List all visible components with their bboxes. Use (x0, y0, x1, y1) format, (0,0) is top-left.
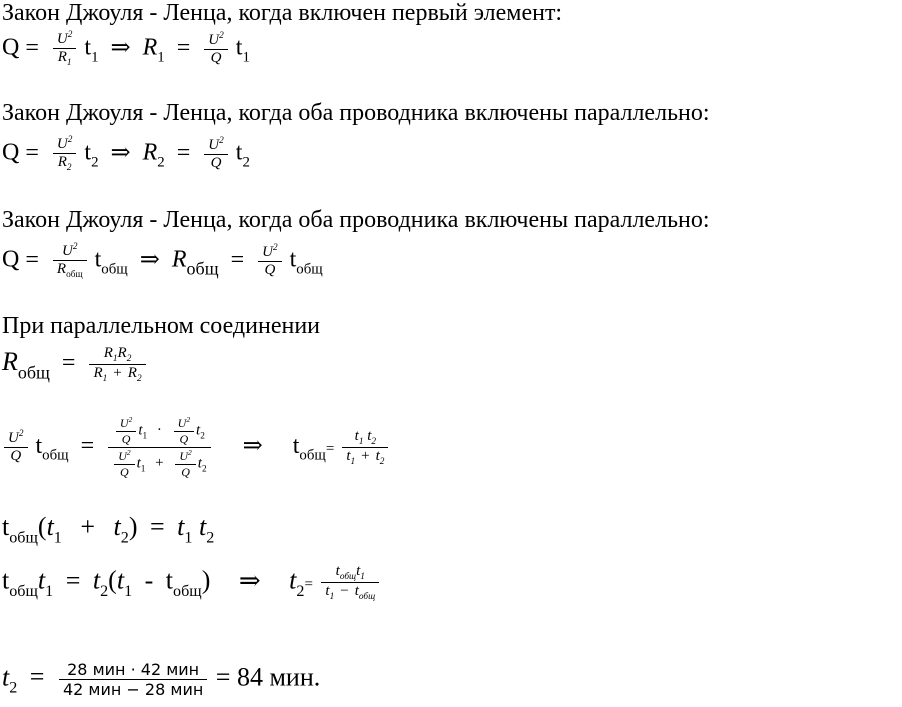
text-joule-lenz-parallel-2: Закон Джоуля - Ленца, когда оба проводника включены параллельно: (2, 207, 710, 233)
formula-1: Q = $\frac{U^2}{R_1}$ $t_1$ ⇒ $R_1$ = $\frac{U^2}{Q}$ $t_1$ (2, 30, 250, 69)
formula-5: $\frac{U^2}{Q}$ $t_{общ}$ = $\frac{U^2}{Q}$ $t_1$ · $\frac{U^2}{Q}$ $t_2$ $\frac{U^2}{Q}$ $t_1$ + $\frac{U^2}{Q}$ $t_2$ ⇒ $t_{общ}=$ $\frac{t_1 t_2}{t_1 + t_2}$ (2, 415, 390, 480)
text-parallel-connection: При параллельном соединении (2, 313, 320, 339)
final-numerator: 28 мин · 42 мин (59, 660, 207, 680)
formula-4: $R_{общ}$ = $\frac{R_1R_2}{R_1 + R_2}$ (2, 345, 148, 384)
final-denominator: 42 мин − 28 мин (62, 680, 204, 699)
formula-2: Q = $\frac{U^2}{R_2}$ $t_2$ ⇒ $R_2$ = $\frac{U^2}{Q}$ $t_2$ (2, 135, 250, 174)
text-joule-lenz-first: Закон Джоуля - Ленца, когда включен первый элемент: (2, 0, 563, 26)
final-result: = 84 мин. (215, 662, 321, 692)
formula-7: $t_{общ}t_1 = t_2(t_1 - t_{общ})$ ⇒ $t_2=$ $\frac{t_{общ}t_1}{t_1 - t_{общ}}$ (2, 563, 381, 602)
formula-6: $t_{общ}(t_1 + t_2) = t_1$ $t_2$ (2, 512, 215, 547)
formula-final: $t_2$ = $\frac{\text{28 мин · 42 мин}}{\text{42 мин − 28 мин}}$ = 84 мин. (2, 660, 321, 699)
text-joule-lenz-parallel-1: Закон Джоуля - Ленца, когда оба проводника включены параллельно: (2, 100, 710, 126)
formula-3: Q = $\frac{U^2}{R_{общ}}$ $t_{общ}$ ⇒ $R_{общ}$ = $\frac{U^2}{Q}$ $t_{общ}$ (2, 242, 323, 281)
